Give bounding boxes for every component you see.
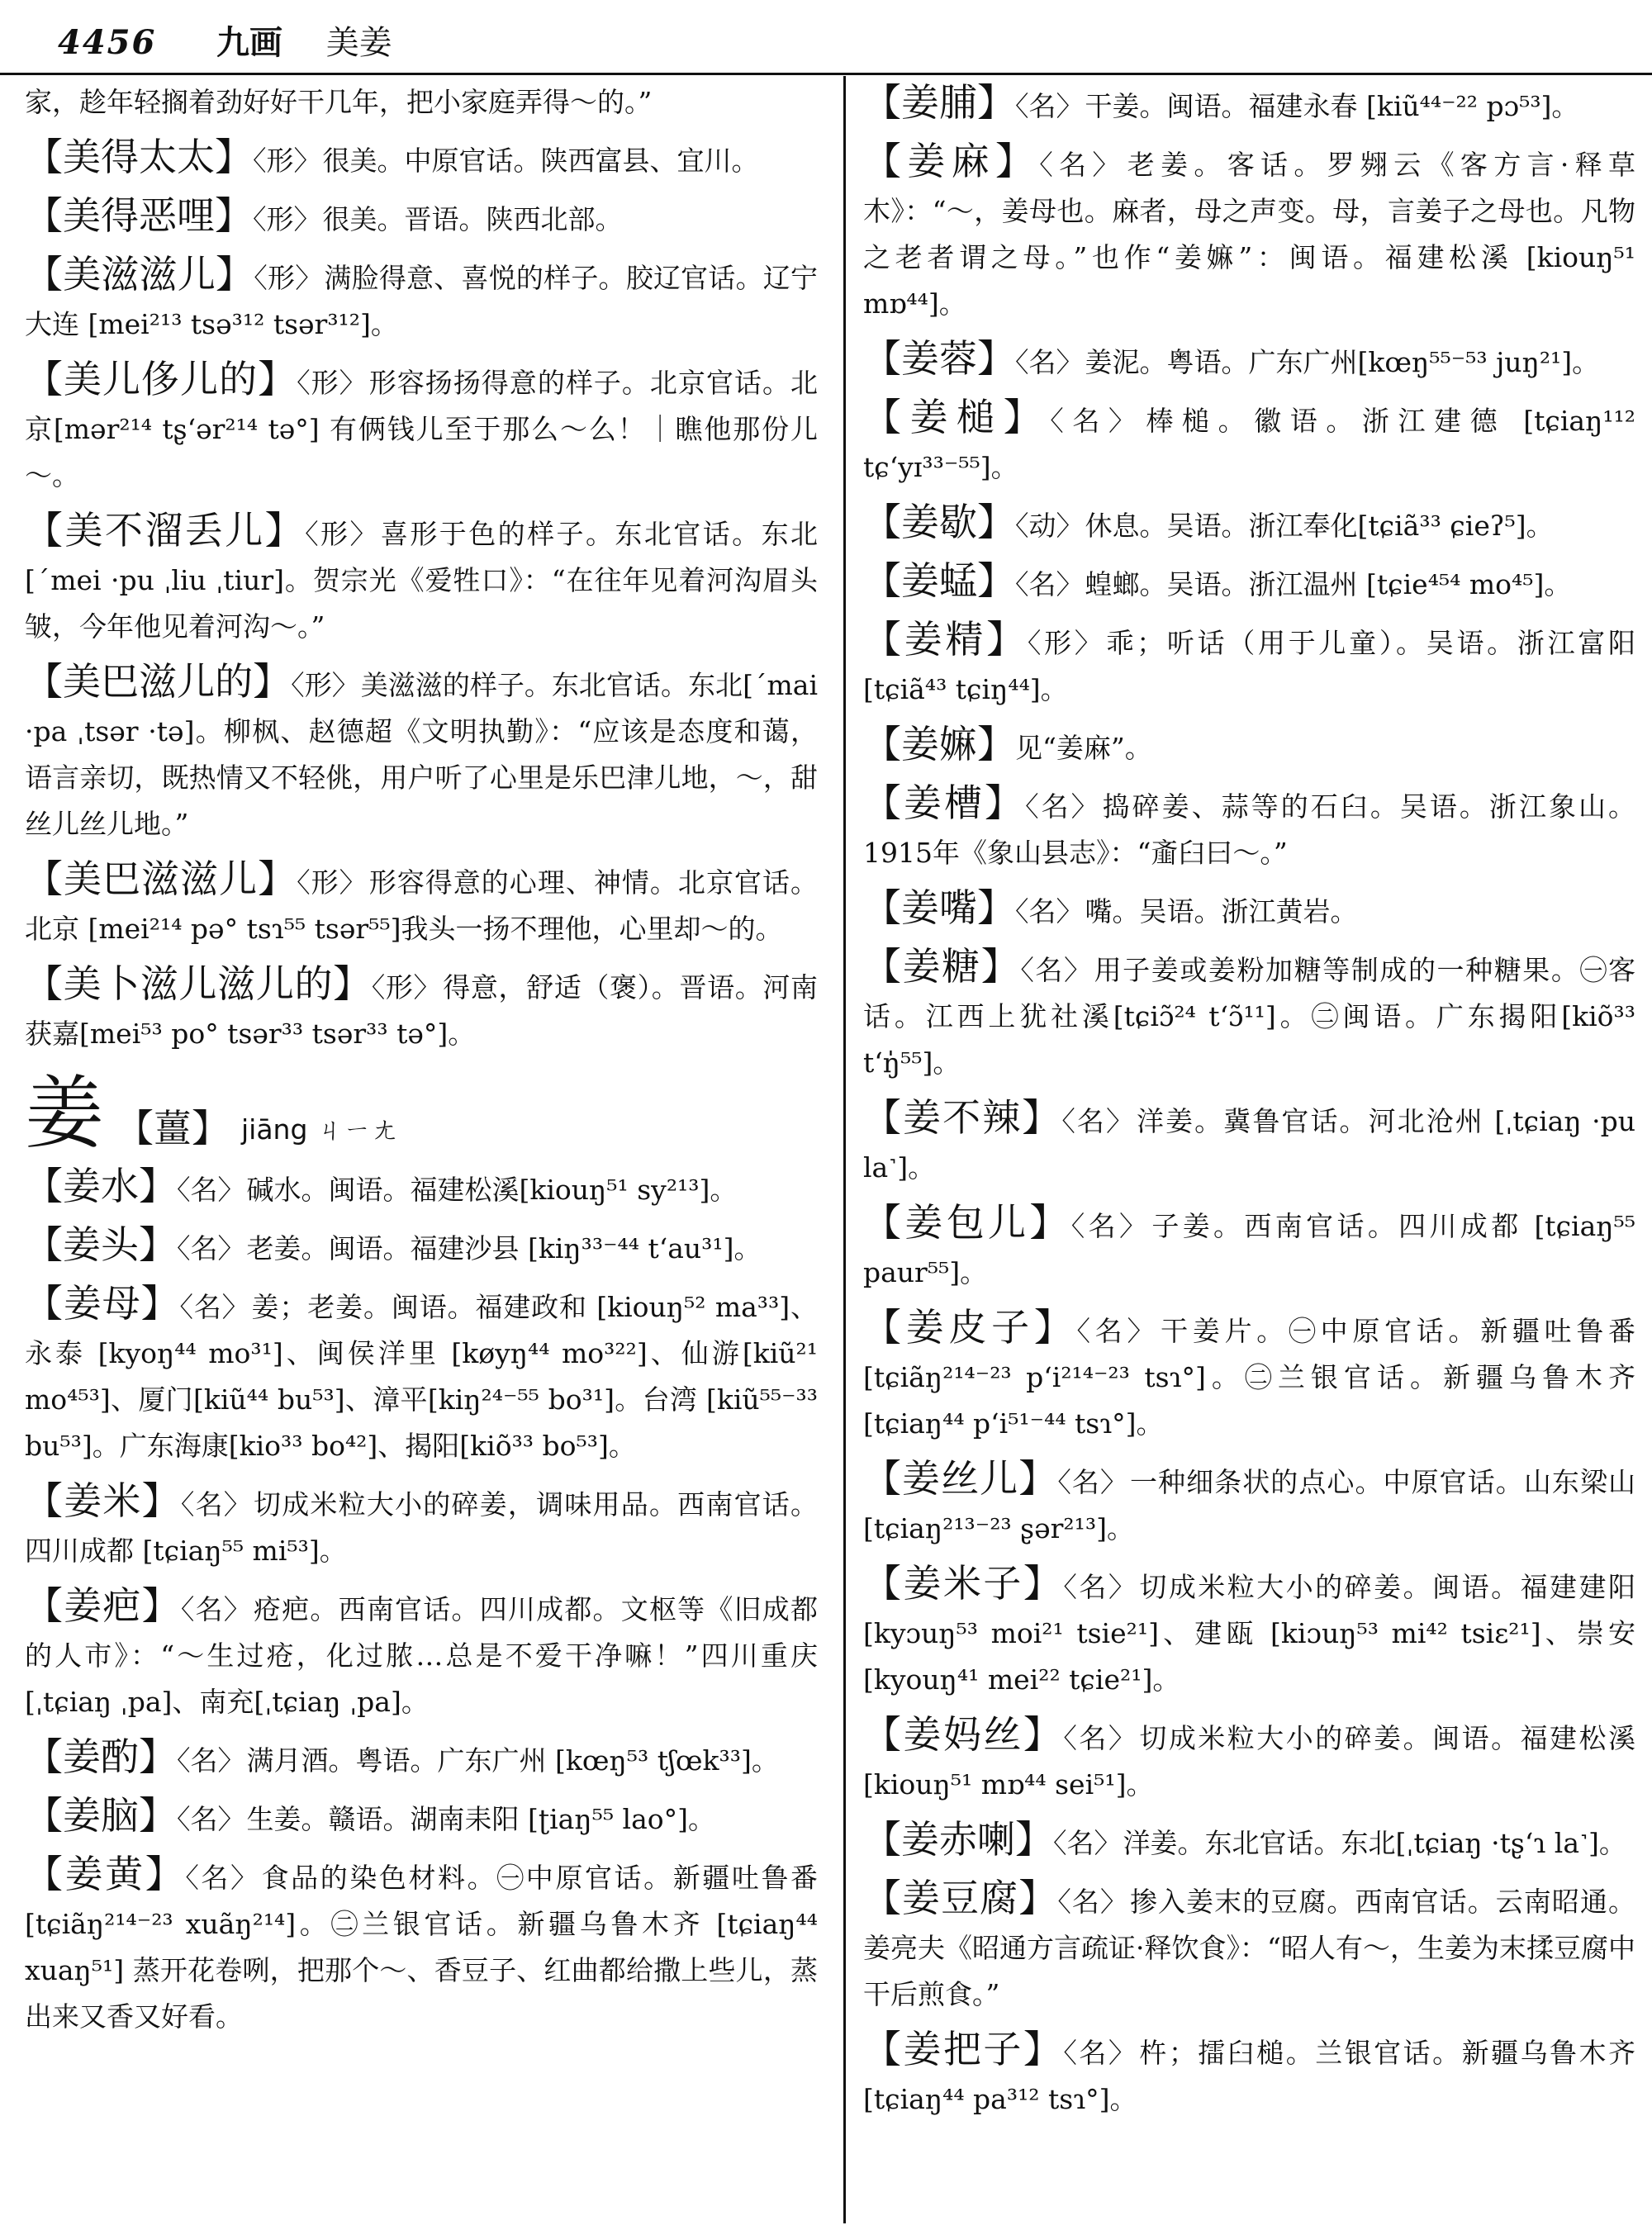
entry-definition: 乖；听话（用于儿童）。吴语。浙江富阳 [tɕiã⁴³ tɕiŋ⁴⁴]。	[863, 627, 1635, 705]
section-label: 美姜	[325, 24, 392, 62]
entry-headword: 【美不溜丢儿】	[25, 508, 306, 553]
entry-definition: 洋姜。东北官话。东北[ˌtɕiaŋ ·tʂʻɿ la˺]。	[1123, 1827, 1626, 1859]
part-of-speech: 〈名〉	[177, 1174, 245, 1206]
entry-definition: 切成米粒大小的碎姜。闽语。福建松溪 [kiouŋ⁵¹ mɒ⁴⁴ sei⁵¹]。	[863, 1722, 1635, 1801]
entry-definition: 老姜。客话。罗翙云《客方言·释草木》：“～，姜母也。麻者，母之声变。母，言姜子之母也。凡物之老者谓之母。”也作“姜嫲”：闽语。福建松溪 [kiouŋ⁵¹ mɒ⁴⁴]。	[863, 149, 1635, 320]
dictionary-entry	[25, 1222, 818, 1272]
entry-definition: 休息。吴语。浙江奉化[tɕiã³³ ɕieʔ⁵]。	[1085, 510, 1554, 542]
dictionary-entry	[25, 1280, 818, 1469]
entry-headword: 【姜槌】	[863, 395, 1051, 439]
part-of-speech: 〈形〉	[1027, 627, 1105, 659]
head-character-entry	[25, 1067, 818, 1160]
dictionary-entry	[25, 192, 818, 243]
dictionary-entry	[25, 1163, 818, 1213]
entry-headword: 【美巴滋儿的】	[25, 659, 292, 704]
page-header	[58, 18, 1611, 68]
entry-headword: 【美儿侈儿的】	[25, 357, 297, 401]
dictionary-entry	[863, 1455, 1635, 1552]
dictionary-entry	[863, 1875, 1635, 2018]
entry-headword: 【姜嫲】	[863, 722, 1015, 766]
entry-headword: 【姜酌】	[25, 1734, 177, 1779]
entry-definition: 很美。中原官话。陕西富县、宜川。	[322, 145, 759, 177]
part-of-speech: 〈名〉	[1050, 405, 1145, 437]
entry-definition: 得意，舒适（褒）。晋语。河南获嘉[mei⁵³ po° tsər³³ tsər³³ tə°]。	[25, 971, 818, 1050]
part-of-speech: 〈名〉	[1015, 895, 1084, 928]
entry-definition: 杵；擂臼槌。兰银官话。新疆乌鲁木齐 [tɕiaŋ⁴⁴ pa³¹² tsɿ°]。	[863, 2037, 1635, 2115]
entry-definition: 一种细条状的点心。中原官话。山东梁山 [tɕiaŋ²¹³⁻²³ ʂər²¹³]。	[863, 1466, 1635, 1544]
entry-definition: 干姜。闽语。福建永春 [kiũ⁴⁴⁻²² pɔ⁵³]。	[1085, 90, 1579, 122]
entry-definition: 切成米粒大小的碎姜。闽语。福建建阳[kyɔuŋ⁵³ moi²¹ tsie²¹]、建瓯 [kiɔuŋ⁵³ mi⁴² tsiɛ²¹]、崇安[kyouŋ⁴¹ mei²² tɕie²¹]。	[863, 1571, 1635, 1696]
part-of-speech: 〈动〉	[1015, 510, 1084, 542]
dictionary-entry	[25, 658, 818, 847]
entry-headword: 【姜丝儿】	[863, 1456, 1058, 1501]
entry-definition: 嘴。吴语。浙江黄岩。	[1085, 895, 1358, 928]
entry-headword: 【姜不辣】	[863, 1095, 1062, 1140]
entry-headword: 【姜蜢】	[863, 558, 1015, 603]
dictionary-entry	[863, 1711, 1635, 1808]
entry-headword: 【美得太太】	[25, 135, 253, 179]
entry-headword: 【姜脯】	[863, 80, 1015, 125]
dictionary-entry	[863, 1560, 1635, 1703]
entry-definition: 棒槌。徽语。浙江建德 [tɕiaŋ¹¹² tɕʻyɪ³³⁻⁵⁵]。	[863, 405, 1635, 483]
part-of-speech: 〈形〉	[297, 367, 368, 399]
dictionary-entry	[25, 356, 818, 499]
entry-definition: 切成米粒大小的碎姜，调味用品。西南官话。四川成都 [tɕiaŋ⁵⁵ mi⁵³]。	[25, 1488, 818, 1567]
entry-definition: 用子姜或姜粉加糖等制成的一种糖果。㊀客话。江西上犹社溪[tɕiɔ̃²⁴ tʻɔ̃¹¹]。㊁闽语。广东揭阳[kiõ³³ tʻŋ̍⁵⁵]。	[863, 954, 1635, 1079]
entry-headword: 【姜包儿】	[863, 1200, 1071, 1245]
entry-headword: 【姜皮子】	[863, 1305, 1077, 1350]
entry-headword: 【姜头】	[25, 1222, 177, 1267]
part-of-speech: 〈名〉	[180, 1593, 252, 1625]
dictionary-entry	[25, 1851, 818, 2040]
entry-headword: 【姜母】	[25, 1281, 180, 1326]
entry-headword: 【美得恶哩】	[25, 193, 253, 238]
dictionary-entry	[25, 134, 818, 184]
entry-definition: 掺入姜末的豆腐。西南官话。云南昭通。姜亮夫《昭通方言疏证·释饮食》：“昭人有～，生姜为末揉豆腐中干后煎食。”	[863, 1886, 1635, 2010]
dictionary-entry	[863, 1094, 1635, 1191]
entry-definition: 姜；老姜。闽语。福建政和 [kiouŋ⁵² ma³³]、永泰 [kyoŋ⁴⁴ mo³¹]、闽侯洋里 [køyŋ⁴⁴ mo³²²]、仙游[kiũ²¹ mo⁴⁵³]、厦门[kiũ⁴⁴ bu⁵³]、漳平[kiŋ²⁴⁻⁵⁵ bo³¹]。台湾 [kiũ⁵⁵⁻³³ bu⁵³]。广东海康[kio³³ bo⁴²]、揭阳[kiõ³³ bo⁵³]。	[25, 1291, 818, 1462]
dictionary-entry	[25, 856, 818, 952]
dictionary-entry	[863, 616, 1635, 713]
dictionary-entry	[863, 2026, 1635, 2123]
entry-definition: 老姜。闽语。福建沙县 [kiŋ³³⁻⁴⁴ tʻau³¹]。	[246, 1232, 762, 1264]
part-of-speech: 〈形〉	[253, 203, 321, 235]
dictionary-entry	[25, 507, 818, 650]
entry-headword: 【姜妈丝】	[863, 1712, 1064, 1757]
entry-definition: 美滋滋的样子。东北官话。东北[ˊmai ·pa ˌtsər ·tə]。柳枫、赵德超《文明执勤》：“应该是态度和蔼，语言亲切，既热情又不轻佻，用户听了心里是乐巴津儿地，～，甜丝儿丝儿地。”	[25, 669, 818, 840]
part-of-speech: 〈形〉	[297, 866, 368, 899]
entry-definition: 满脸得意、喜悦的样子。胶辽官话。辽宁大连 [mei²¹³ tsə³¹² tsər³¹²]。	[25, 262, 818, 340]
entry-headword: 【姜豆腐】	[863, 1876, 1058, 1920]
continuation-text: 家，趁年轻搁着劲好好干几年，把小家庭弄得～的。”	[25, 86, 653, 118]
dictionary-entry	[25, 1582, 818, 1725]
entry-definition: 洋姜。冀鲁官话。河北沧州 [ˌtɕiaŋ ·pu la˺]。	[863, 1105, 1635, 1184]
part-of-speech: 〈名〉	[185, 1862, 260, 1894]
part-of-speech: 〈形〉	[253, 145, 321, 177]
dictionary-entry	[863, 721, 1635, 771]
entry-headword: 【姜把子】	[863, 2027, 1064, 2071]
entry-definition: 蝗螂。吴语。浙江温州 [tɕie⁴⁵⁴ mo⁴⁵]。	[1085, 568, 1572, 600]
dictionary-entry	[25, 251, 818, 348]
part-of-speech: 〈名〉	[180, 1488, 252, 1521]
part-of-speech: 〈形〉	[305, 518, 379, 550]
entry-headword: 【姜嘴】	[863, 885, 1015, 930]
stroke-count-label: 九画	[216, 23, 283, 62]
entry-definition: 形容扬扬得意的样子。北京官话。北京[mər²¹⁴ tʂʻər²¹⁴ tə°] 有俩钱儿至于那么～么！｜瞧他那份儿～。	[25, 367, 818, 491]
entry-definition: 满月酒。粤语。广东广州 [kœŋ⁵³ tʃœk³³]。	[246, 1744, 779, 1777]
entry-definition: 喜形于色的样子。东北官话。东北[ˊmei ·pu ˌliu ˌtiur]。贺宗光《爱牲口》：“在往年见着河沟眉头皱，今年他见着河沟～。”	[25, 518, 818, 643]
part-of-speech: 〈名〉	[1057, 1466, 1128, 1498]
entry-headword: 【姜脑】	[25, 1793, 177, 1838]
entry-headword: 【姜糖】	[863, 944, 1021, 989]
entry-definition: 形容得意的心理、神情。北京官话。北京 [mei²¹⁴ pə° tsɿ⁵⁵ tsər⁵⁵]我头一扬不理他，心里却～的。	[25, 866, 818, 945]
left-column	[25, 79, 818, 2227]
part-of-speech: 〈名〉	[1020, 954, 1093, 986]
part-of-speech: 〈名〉	[1015, 568, 1084, 600]
part-of-speech: 〈名〉	[177, 1803, 245, 1835]
dictionary-entry	[863, 885, 1635, 935]
dictionary-entry	[863, 394, 1635, 491]
part-of-speech: 〈名〉	[1063, 2037, 1138, 2069]
dictionary-entry	[25, 961, 818, 1057]
entry-definition: 姜泥。粤语。广东广州[kœŋ⁵⁵⁻⁵³ juŋ²¹]。	[1085, 346, 1600, 378]
part-of-speech: 〈名〉	[1063, 1571, 1138, 1603]
part-of-speech: 〈名〉	[177, 1232, 245, 1264]
dictionary-entry	[25, 1792, 818, 1843]
part-of-speech: 〈名〉	[177, 1744, 245, 1777]
dictionary-entry	[863, 558, 1635, 608]
part-of-speech: 〈形〉	[291, 669, 359, 701]
dictionary-entry	[863, 79, 1635, 130]
pinyin-reading: jiāng ㄐㄧㄤ	[241, 1113, 398, 1146]
header-rule	[0, 73, 1652, 75]
part-of-speech: 〈名〉	[1015, 90, 1084, 122]
entry-headword: 【姜槽】	[863, 780, 1026, 825]
part-of-speech: 〈名〉	[1039, 149, 1126, 181]
entry-headword: 【姜蓉】	[863, 336, 1015, 381]
part-of-speech: 〈名〉	[1053, 1827, 1122, 1859]
dictionary-entry	[863, 138, 1635, 327]
entry-headword: 【美巴滋滋儿】	[25, 856, 297, 901]
column-divider	[843, 76, 846, 2223]
entry-headword: 【姜疤】	[25, 1583, 181, 1628]
entry-definition: 食品的染色材料。㊀中原官话。新疆吐鲁番 [tɕiãŋ²¹⁴⁻²³ xuãŋ²¹⁴]。㊁兰银官话。新疆乌鲁木齐 [tɕiaŋ⁴⁴ xuaŋ⁵¹] 蒸开花卷咧，把那个～、香豆子、红曲都给撒上些儿，蒸出来又香又好看。	[25, 1862, 818, 2033]
entry-definition: 干姜片。㊀中原官话。新疆吐鲁番 [tɕiãŋ²¹⁴⁻²³ pʻi²¹⁴⁻²³ tsɿ°]。㊁兰银官话。新疆乌鲁木齐 [tɕiaŋ⁴⁴ pʻi⁵¹⁻⁴⁴ tsɿ°]。	[863, 1315, 1635, 1440]
part-of-speech: 〈名〉	[1025, 790, 1101, 823]
dictionary-entry	[863, 780, 1635, 876]
dictionary-entry	[25, 1734, 818, 1784]
entry-definition: 子姜。西南官话。四川成都 [tɕiaŋ⁵⁵ paur⁵⁵]。	[863, 1210, 1635, 1288]
entry-definition: 很美。晋语。陕西北部。	[322, 203, 623, 235]
part-of-speech: 〈名〉	[1070, 1210, 1151, 1242]
part-of-speech: 〈名〉	[1063, 1722, 1138, 1754]
head-character: 姜	[25, 1067, 104, 1160]
entry-headword: 【姜黄】	[25, 1852, 186, 1896]
part-of-speech: 〈形〉	[254, 262, 323, 294]
part-of-speech: 〈名〉	[1076, 1315, 1160, 1347]
entry-definition: 见“姜麻”。	[1015, 732, 1152, 764]
dictionary-entry	[863, 943, 1635, 1086]
part-of-speech: 〈名〉	[179, 1291, 250, 1323]
entry-headword: 【美滋滋儿】	[25, 252, 254, 297]
part-of-speech: 〈名〉	[1061, 1105, 1136, 1137]
part-of-speech: 〈名〉	[1015, 346, 1084, 378]
dictionary-entry	[863, 1199, 1635, 1296]
entry-headword: 【姜麻】	[863, 139, 1040, 183]
entry-headword: 【姜歇】	[863, 500, 1015, 544]
entry-headword: 【姜赤喇】	[863, 1817, 1053, 1862]
traditional-form: 【薑】	[116, 1106, 230, 1151]
part-of-speech: 〈形〉	[371, 971, 442, 1004]
entry-definition: 捣碎姜、蒜等的石臼。吴语。浙江象山。1915年《象山县志》：“齑臼曰～。”	[863, 790, 1635, 869]
dictionary-entry	[25, 1478, 818, 1574]
right-column	[863, 79, 1635, 2227]
entry-headword: 【姜水】	[25, 1164, 177, 1208]
page-number: 4456	[58, 23, 157, 62]
dictionary-entry	[863, 499, 1635, 549]
part-of-speech: 〈名〉	[1057, 1886, 1128, 1918]
entry-definition: 碱水。闽语。福建松溪[kiouŋ⁵¹ sy²¹³]。	[246, 1174, 738, 1206]
dictionary-entry	[863, 335, 1635, 386]
entry-headword: 【姜米】	[25, 1478, 181, 1523]
entry-headword: 【姜米子】	[863, 1561, 1064, 1606]
entry-headword: 【姜精】	[863, 617, 1028, 662]
dictionary-entry	[863, 1304, 1635, 1447]
entry-definition: 生姜。赣语。湖南耒阳 [ʈiaŋ⁵⁵ lao°]。	[246, 1803, 716, 1835]
dictionary-entry	[863, 1816, 1635, 1867]
entry-headword: 【美卜滋儿滋儿的】	[25, 961, 372, 1006]
entry-definition: 疮疤。西南官话。四川成都。文枢等《旧成都的人市》：“～生过疮，化过脓…总是不爱干净嘛！”四川重庆[ˌtɕiaŋ ˌpa]、南充[ˌtɕiaŋ ˌpa]。	[25, 1593, 818, 1718]
